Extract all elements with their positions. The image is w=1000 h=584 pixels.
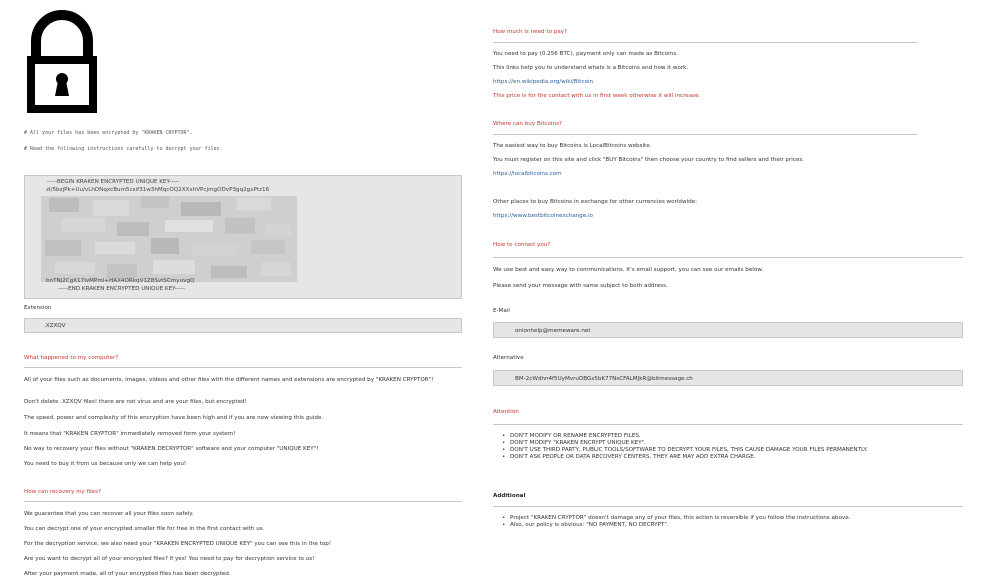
attention-item: • DON'T MODIFY OR RENAME ENCRYPTED FILES. bbox=[493, 433, 867, 440]
alternative-value: BM-2cWdhn4f5UyMvruDBGs5bK77NsCFALMJkR@bitmessage.ch bbox=[515, 376, 693, 382]
where-buy-heading: Where can buy Bitcoins? bbox=[493, 121, 562, 127]
key-first-line: zI/5bzjPk+Uu/vLhDNqxcBum5csif31w3hMqcOQ2XXxhVPcjmgODvP3gq2gxPtz16 bbox=[46, 187, 270, 193]
how-recovery-line-3: For the decryption service, we also need your "KRAKEN ENCRYPTED UNIQUE KEY" you can see this in the top! bbox=[24, 541, 332, 547]
divider bbox=[493, 42, 917, 43]
how-recovery-heading: How can recovery my files? bbox=[24, 489, 102, 495]
key-end-line: -----END KRAKEN ENCRYPTED UNIQUE KEY----- bbox=[58, 286, 185, 292]
divider bbox=[24, 367, 462, 368]
how-recovery-line-4: Are you want to decrypt all of your encrypted files? If yes! You need to pay for decryption service to us! bbox=[24, 556, 315, 562]
what-happened-line-2: The speed, power and complexity of this encryption have been high and if you are now viewing this guide. bbox=[24, 415, 324, 421]
what-happened-line-1: Don't delete .XZXQV files! there are not virus and are your files, but encrypted! bbox=[24, 399, 247, 405]
unique-key-box[interactable] bbox=[24, 175, 462, 299]
how-recovery-line-2: You can decrypt one of your encrypted smaller file for free in the first contact with us. bbox=[24, 526, 265, 532]
attention-item: • DON'T ASK PEOPLE OR DATA RECOVERY CENTERS, THEY ARE MAY ADD EXTRA CHARGE. bbox=[493, 454, 867, 461]
divider bbox=[493, 257, 963, 258]
divider bbox=[493, 134, 917, 135]
bestbitcoinexchange-link[interactable]: https://www.bestbitcoinexchange.io bbox=[493, 213, 593, 219]
email-field[interactable] bbox=[493, 322, 963, 338]
key-last-line: bnTNj2CgX17IvMPml+HAX4ORkqV1Z8SvtSCmyuvgQ bbox=[46, 278, 195, 284]
attention-list bbox=[493, 433, 867, 461]
attention-heading: Attention bbox=[493, 409, 519, 415]
additional-list bbox=[493, 515, 850, 529]
attention-item: • DON'T USE THIRD PARTY, PUBLIC TOOLS/SOFTWARE TO DECRYPT YOUR FILES, THIS CAUSE DAMAGE YOUR FILES PERMANENTLY. bbox=[493, 447, 867, 454]
what-happened-heading: What happened to my computer? bbox=[24, 355, 119, 361]
additional-item: • Also, our policy is obvious: "NO PAYMENT, NO DECRYPT". bbox=[493, 522, 850, 529]
divider bbox=[493, 424, 963, 425]
contact-line-2: Please send your message with same subject to both address. bbox=[493, 283, 668, 289]
attention-item: • DON'T MODIFY "KRAKEN ENCRYPT UNIQUE KEY". bbox=[493, 440, 867, 447]
what-happened-line-3: It means that "KRAKEN CRYPTOR" immediately removed form your system! bbox=[24, 431, 236, 437]
redacted-key-blur bbox=[41, 196, 297, 282]
email-label: E-Mail bbox=[493, 308, 510, 314]
what-happened-line-4: No way to recovery your files without "KRAKEN DECRYPTOR" software and your computer "UNIQUE KEY"! bbox=[24, 446, 319, 452]
what-happened-line-5: You need to buy it from us because only we can help you! bbox=[24, 461, 187, 467]
key-begin-line: -----BEGIN KRAKEN ENCRYPTED UNIQUE KEY----- bbox=[47, 179, 180, 185]
what-happened-paragraph: All of your files such as documents, images, videos and other files with the different names and extensions are encrypted by "KRAKEN CRYPTOR"! bbox=[24, 377, 434, 383]
price-warning: This price is for the contact with us in first week otherwise it will increase. bbox=[493, 93, 701, 99]
how-recovery-line-1: We guarantee that you can recover all your files soon safely. bbox=[24, 511, 194, 517]
alternative-label: Alternative bbox=[493, 355, 524, 361]
contact-line-1: We use best and easy way to communications. It's email support, you can see our emails below. bbox=[493, 267, 764, 273]
alternative-field[interactable] bbox=[493, 370, 963, 386]
how-recovery-line-5: After your payment made, all of your encrypted files has been decrypted. bbox=[24, 571, 231, 577]
additional-item: • Project "KRAKEN CRYPTOR" doesn't damage any of your files, this action is reversible if you follow the instructions above. bbox=[493, 515, 850, 522]
contact-heading: How to contact you? bbox=[493, 242, 551, 248]
extension-value: .XZXQV bbox=[44, 323, 66, 329]
how-much-line-1: You need to pay (0.256 BTC), payment only can made as Bitcoins. bbox=[493, 51, 678, 57]
where-buy-line-3: Other places to buy Bitcoins in exchange for other currencies worldwide: bbox=[493, 199, 697, 205]
extension-field[interactable] bbox=[24, 318, 462, 333]
bitcoin-wiki-link[interactable]: https://en.wikipedia.org/wiki/Bitcoin bbox=[493, 79, 594, 85]
padlock-icon bbox=[24, 8, 100, 114]
email-value: onionhelp@memeware.net bbox=[515, 328, 591, 334]
localbitcoins-link[interactable]: https://localbitcoins.com bbox=[493, 171, 562, 177]
intro-line-1: # All your files has been encrypted by "KRAKEN CRYPTOR". bbox=[24, 130, 193, 136]
how-much-line-2: This links help you to understand whats is a Bitcoins and how it work. bbox=[493, 65, 689, 71]
extension-label: Extension bbox=[24, 305, 52, 311]
divider bbox=[493, 506, 963, 507]
where-buy-line-2: You must register on this site and click "BUY Bitcoins" then choose your country to find sellers and their prices. bbox=[493, 157, 805, 163]
intro-line-2: # Read the following instructions carefully to decrypt your files. bbox=[24, 146, 223, 152]
divider bbox=[24, 501, 462, 502]
additional-heading: Additional bbox=[493, 493, 526, 499]
how-much-heading: How much is need to pay? bbox=[493, 29, 568, 35]
where-buy-line-1: The easiest way to buy Bitcoins is LocalBitcoins website. bbox=[493, 143, 652, 149]
